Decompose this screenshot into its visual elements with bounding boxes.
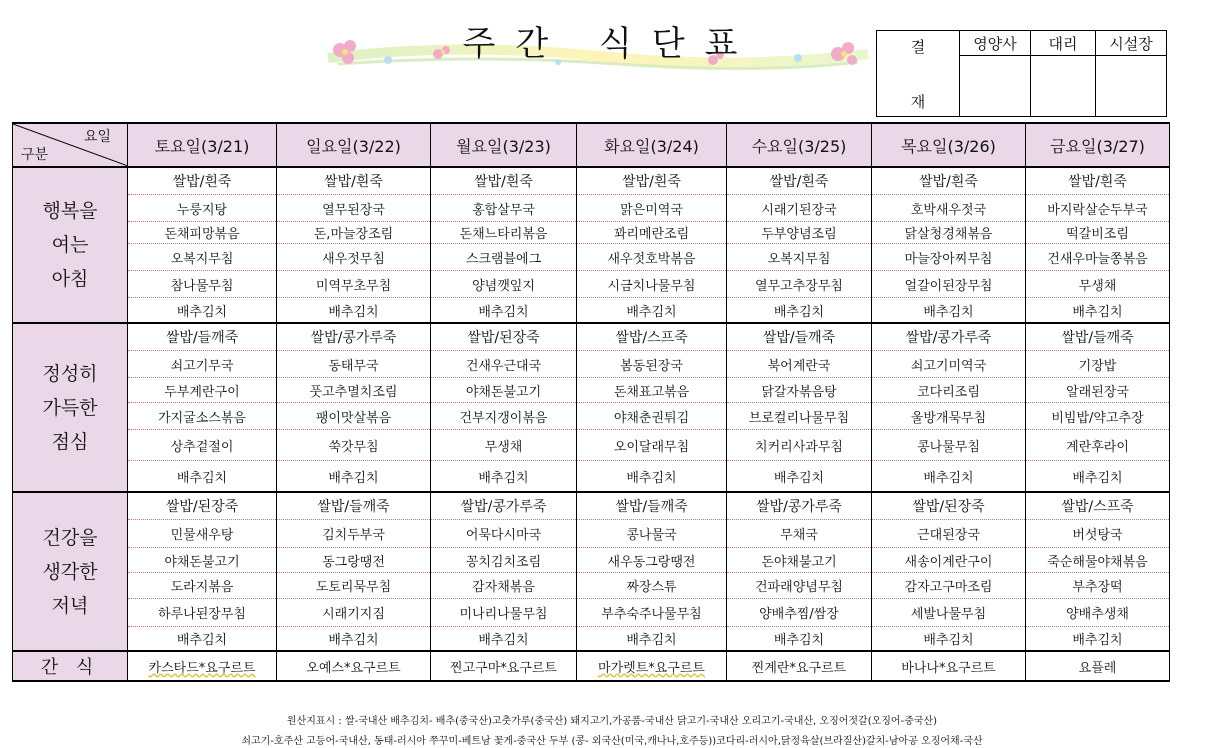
menu-item: 배추김치 xyxy=(577,461,727,493)
menu-item: 새우젓호박볶음 xyxy=(577,244,727,271)
menu-item: 미역무초무침 xyxy=(277,271,431,298)
menu-item: 새우젓무침 xyxy=(277,244,431,271)
approval-role: 대리 xyxy=(1031,31,1096,56)
menu-item: 야채춘권튀김 xyxy=(577,403,727,430)
menu-item: 오복지무침 xyxy=(727,244,872,271)
menu-item: 배추김치 xyxy=(577,627,727,652)
snack-cell xyxy=(1026,651,1170,681)
menu-item: 도토리묵무침 xyxy=(277,573,431,599)
menu-item: 쇠고기미역국 xyxy=(872,351,1026,378)
snack-cell xyxy=(577,651,727,681)
menu-row xyxy=(13,430,1170,461)
menu-item: 쌀밥/흰죽 xyxy=(277,167,431,195)
menu-item: 배추김치 xyxy=(128,298,277,324)
menu-item: 참나물무침 xyxy=(128,271,277,298)
menu-item: 치커리사과무침 xyxy=(727,430,872,461)
menu-item: 배추김치 xyxy=(727,461,872,493)
menu-item: 쌀밥/스프죽 xyxy=(1026,492,1170,520)
menu-item: 건파래양념무침 xyxy=(727,573,872,599)
menu-item: 쌀밥/콩가루죽 xyxy=(431,492,577,520)
menu-item: 야채돈불고기 xyxy=(431,378,577,403)
menu-row xyxy=(13,520,1170,548)
menu-item: 양배추찜/쌈장 xyxy=(727,599,872,627)
menu-item: 가지굴소스볶음 xyxy=(128,403,277,430)
day-header: 금요일(3/27) xyxy=(1026,123,1170,167)
menu-item: 무생채 xyxy=(431,430,577,461)
menu-item: 비빔밥/약고추장 xyxy=(1026,403,1170,430)
menu-item: 맑은미역국 xyxy=(577,195,727,222)
menu-item: 팽이맛살볶음 xyxy=(277,403,431,430)
approval-role: 시설장 xyxy=(1096,31,1167,56)
menu-item: 어묵다시마국 xyxy=(431,520,577,548)
corner-category-label: 구분 xyxy=(21,147,49,163)
page-title: 주간 식단표 xyxy=(462,24,758,64)
menu-item: 쌀밥/들깨죽 xyxy=(577,492,727,520)
menu-item: 새우동그랑땡전 xyxy=(577,548,727,573)
menu-item: 쇠고기무국 xyxy=(128,351,277,378)
menu-item: 두부양념조림 xyxy=(727,222,872,244)
menu-row xyxy=(13,461,1170,493)
menu-item: 동태무국 xyxy=(277,351,431,378)
menu-item: 호박새우젓국 xyxy=(872,195,1026,222)
menu-item: 쌀밥/흰죽 xyxy=(872,167,1026,195)
day-header: 화요일(3/24) xyxy=(577,123,727,167)
menu-item: 풋고추멸치조림 xyxy=(277,378,431,403)
menu-item: 동그랑땡전 xyxy=(277,548,431,573)
menu-item: 닭살청경채볶음 xyxy=(872,222,1026,244)
menu-item: 쌀밥/흰죽 xyxy=(128,167,277,195)
menu-item: 배추김치 xyxy=(277,298,431,324)
menu-item: 배추김치 xyxy=(727,627,872,652)
menu-item: 도라지볶음 xyxy=(128,573,277,599)
day-header: 일요일(3/22) xyxy=(277,123,431,167)
menu-item: 감자채볶음 xyxy=(431,573,577,599)
menu-item: 부추숙주나물무침 xyxy=(577,599,727,627)
menu-item: 쌀밥/들깨죽 xyxy=(128,323,277,351)
menu-item: 무생채 xyxy=(1026,271,1170,298)
menu-item: 쌀밥/콩가루죽 xyxy=(727,492,872,520)
snack-cell xyxy=(872,651,1026,681)
menu-item: 하루나된장무침 xyxy=(128,599,277,627)
menu-item: 돈채느타리볶음 xyxy=(431,222,577,244)
menu-item: 꽈리메란조림 xyxy=(577,222,727,244)
menu-item: 알래된장국 xyxy=(1026,378,1170,403)
menu-row xyxy=(13,599,1170,627)
day-header: 토요일(3/21) xyxy=(128,123,277,167)
menu-item: 배추김치 xyxy=(128,627,277,652)
menu-table xyxy=(12,122,1170,682)
menu-item: 건새우마늘쫑볶음 xyxy=(1026,244,1170,271)
menu-row xyxy=(13,271,1170,298)
menu-item: 쌀밥/흰죽 xyxy=(727,167,872,195)
menu-item: 스크램블에그 xyxy=(431,244,577,271)
menu-row xyxy=(13,298,1170,324)
menu-item: 배추김치 xyxy=(431,461,577,493)
menu-item: 김치두부국 xyxy=(277,520,431,548)
snack-item: 찐고구마*요구르트 xyxy=(450,660,557,676)
menu-item: 열무된장국 xyxy=(277,195,431,222)
snack-cell xyxy=(431,651,577,681)
origin-note-line-2: 쇠고기-호주산 고등어-국내산, 동태-러시아 쭈꾸미-베트남 꽃게-중국산 두부 (콩- 외국산(미국,캐나나,호주등))코다리-러시아,닭정육살(브라질산)갈치-남아공 오징어채-국산 xyxy=(241,736,983,747)
menu-row xyxy=(13,167,1170,195)
menu-item: 북어계란국 xyxy=(727,351,872,378)
menu-item: 돈채피망볶음 xyxy=(128,222,277,244)
menu-item: 상추겉절이 xyxy=(128,430,277,461)
approval-sign-box xyxy=(960,56,1031,117)
menu-item: 양념깻잎지 xyxy=(431,271,577,298)
menu-item: 시래기지짐 xyxy=(277,599,431,627)
snack-cell xyxy=(128,651,277,681)
menu-item: 배추김치 xyxy=(1026,627,1170,652)
menu-item: 배추김치 xyxy=(1026,461,1170,493)
snack-item: 카스타드*요구르트 xyxy=(148,660,256,676)
menu-item: 오이달래무침 xyxy=(577,430,727,461)
origin-note-line-1: 원산지표시 : 쌀-국내산 배추김치- 배추(중국산)고춧가루(중국산) 돼지고기,가공품-국내산 닭고기-국내산 오리고기-국내산, 오징어젓갈(오징어-중국산) xyxy=(286,716,938,727)
approval-sign-box xyxy=(1031,56,1096,117)
approval-label-bottom: 재 xyxy=(910,92,926,111)
menu-item: 근대된장국 xyxy=(872,520,1026,548)
menu-item: 쌀밥/된장죽 xyxy=(872,492,1026,520)
menu-item: 콩나물무침 xyxy=(872,430,1026,461)
menu-row xyxy=(13,323,1170,351)
approval-sign-box xyxy=(1096,56,1167,117)
menu-row xyxy=(13,222,1170,244)
snack-item: 마가렛트*요구르트 xyxy=(598,660,705,676)
menu-item: 바지락살순두부국 xyxy=(1026,195,1170,222)
menu-item: 열무고추장무침 xyxy=(727,271,872,298)
menu-row xyxy=(13,195,1170,222)
menu-item: 쌀밥/콩가루죽 xyxy=(872,323,1026,351)
menu-item: 쌀밥/콩가루죽 xyxy=(277,323,431,351)
menu-item: 쌀밥/들깨죽 xyxy=(727,323,872,351)
day-header: 수요일(3/25) xyxy=(727,123,872,167)
approval-label-top: 결 xyxy=(910,37,926,56)
menu-row xyxy=(13,351,1170,378)
meal-label: 정성히 가득한 점심 xyxy=(13,323,128,492)
snack-item: 오예스*요구르트 xyxy=(306,660,401,676)
snack-row xyxy=(13,651,1170,681)
approval-box xyxy=(876,30,1167,117)
snack-cell xyxy=(727,651,872,681)
snack-item: 바나나*요구르트 xyxy=(901,660,996,676)
menu-item: 부추장떡 xyxy=(1026,573,1170,599)
menu-item: 코다리조림 xyxy=(872,378,1026,403)
menu-item: 시래기된장국 xyxy=(727,195,872,222)
menu-item: 배추김치 xyxy=(277,461,431,493)
menu-body xyxy=(13,167,1170,651)
corner-cell xyxy=(13,123,128,167)
menu-item: 건부지갱이볶음 xyxy=(431,403,577,430)
menu-item: 돈채표고볶음 xyxy=(577,378,727,403)
menu-item: 쌀밥/들깨죽 xyxy=(1026,323,1170,351)
menu-item: 쌀밥/흰죽 xyxy=(1026,167,1170,195)
menu-item: 두부계란구이 xyxy=(128,378,277,403)
menu-item: 얼갈이된장무침 xyxy=(872,271,1026,298)
menu-row xyxy=(13,244,1170,271)
menu-item: 울방개묵무침 xyxy=(872,403,1026,430)
menu-item: 건새우근대국 xyxy=(431,351,577,378)
meal-label: 건강을 생각한 저녁 xyxy=(13,492,128,651)
menu-item: 배추김치 xyxy=(277,627,431,652)
menu-item: 돈야채불고기 xyxy=(727,548,872,573)
menu-item: 오복지무침 xyxy=(128,244,277,271)
menu-item: 새송이계란구이 xyxy=(872,548,1026,573)
menu-item: 세발나물무침 xyxy=(872,599,1026,627)
menu-item: 배추김치 xyxy=(577,298,727,324)
menu-row xyxy=(13,573,1170,599)
menu-item: 야채돈불고기 xyxy=(128,548,277,573)
menu-item: 기장밥 xyxy=(1026,351,1170,378)
menu-item: 배추김치 xyxy=(872,298,1026,324)
corner-day-label: 요일 xyxy=(83,129,111,145)
menu-item: 시금치나물무침 xyxy=(577,271,727,298)
day-header: 월요일(3/23) xyxy=(431,123,577,167)
menu-item: 감자고구마조림 xyxy=(872,573,1026,599)
menu-item: 쌀밥/흰죽 xyxy=(431,167,577,195)
snack-item: 찐계란*요구르트 xyxy=(751,660,847,676)
menu-item: 배추김치 xyxy=(872,627,1026,652)
menu-item: 홍합살무국 xyxy=(431,195,577,222)
menu-item: 쌀밥/된장죽 xyxy=(128,492,277,520)
day-header: 목요일(3/26) xyxy=(872,123,1026,167)
menu-row xyxy=(13,492,1170,520)
menu-item: 배추김치 xyxy=(872,461,1026,493)
menu-item: 봄동된장국 xyxy=(577,351,727,378)
menu-item: 브로컬리나물무침 xyxy=(727,403,872,430)
menu-item: 계란후라이 xyxy=(1026,430,1170,461)
menu-item: 닭갈자볶음탕 xyxy=(727,378,872,403)
snack-item: 요플레 xyxy=(1078,660,1117,676)
menu-item: 무채국 xyxy=(727,520,872,548)
menu-item: 누룽지탕 xyxy=(128,195,277,222)
snack-cell xyxy=(277,651,431,681)
menu-item: 쌀밥/들깨죽 xyxy=(277,492,431,520)
menu-item: 배추김치 xyxy=(431,627,577,652)
menu-row xyxy=(13,548,1170,573)
menu-item: 떡갈비조림 xyxy=(1026,222,1170,244)
menu-item: 쌀밥/스프죽 xyxy=(577,323,727,351)
menu-item: 배추김치 xyxy=(727,298,872,324)
menu-item: 죽순해물야채볶음 xyxy=(1026,548,1170,573)
approval-role: 영양사 xyxy=(960,31,1031,56)
snack-label: 간 식 xyxy=(13,651,128,681)
menu-item: 민물새우탕 xyxy=(128,520,277,548)
menu-row xyxy=(13,403,1170,430)
menu-row xyxy=(13,627,1170,652)
menu-item: 마늘장아찌무침 xyxy=(872,244,1026,271)
menu-item: 배추김치 xyxy=(128,461,277,493)
menu-item: 배추김치 xyxy=(431,298,577,324)
menu-item: 버섯탕국 xyxy=(1026,520,1170,548)
menu-item: 쑥갓무침 xyxy=(277,430,431,461)
menu-item: 양배추생채 xyxy=(1026,599,1170,627)
approval-label xyxy=(877,31,960,117)
menu-item: 콩나물국 xyxy=(577,520,727,548)
meal-label: 행복을 여는 아침 xyxy=(13,167,128,323)
day-header-row xyxy=(13,123,1170,167)
menu-row xyxy=(13,378,1170,403)
menu-item: 쌀밥/흰죽 xyxy=(577,167,727,195)
menu-item: 돈,마늘장조림 xyxy=(277,222,431,244)
menu-item: 쌀밥/된장죽 xyxy=(431,323,577,351)
menu-item: 꽁치김치조림 xyxy=(431,548,577,573)
menu-item: 미나리나물무침 xyxy=(431,599,577,627)
menu-item: 배추김치 xyxy=(1026,298,1170,324)
menu-item: 짜장스튜 xyxy=(577,573,727,599)
